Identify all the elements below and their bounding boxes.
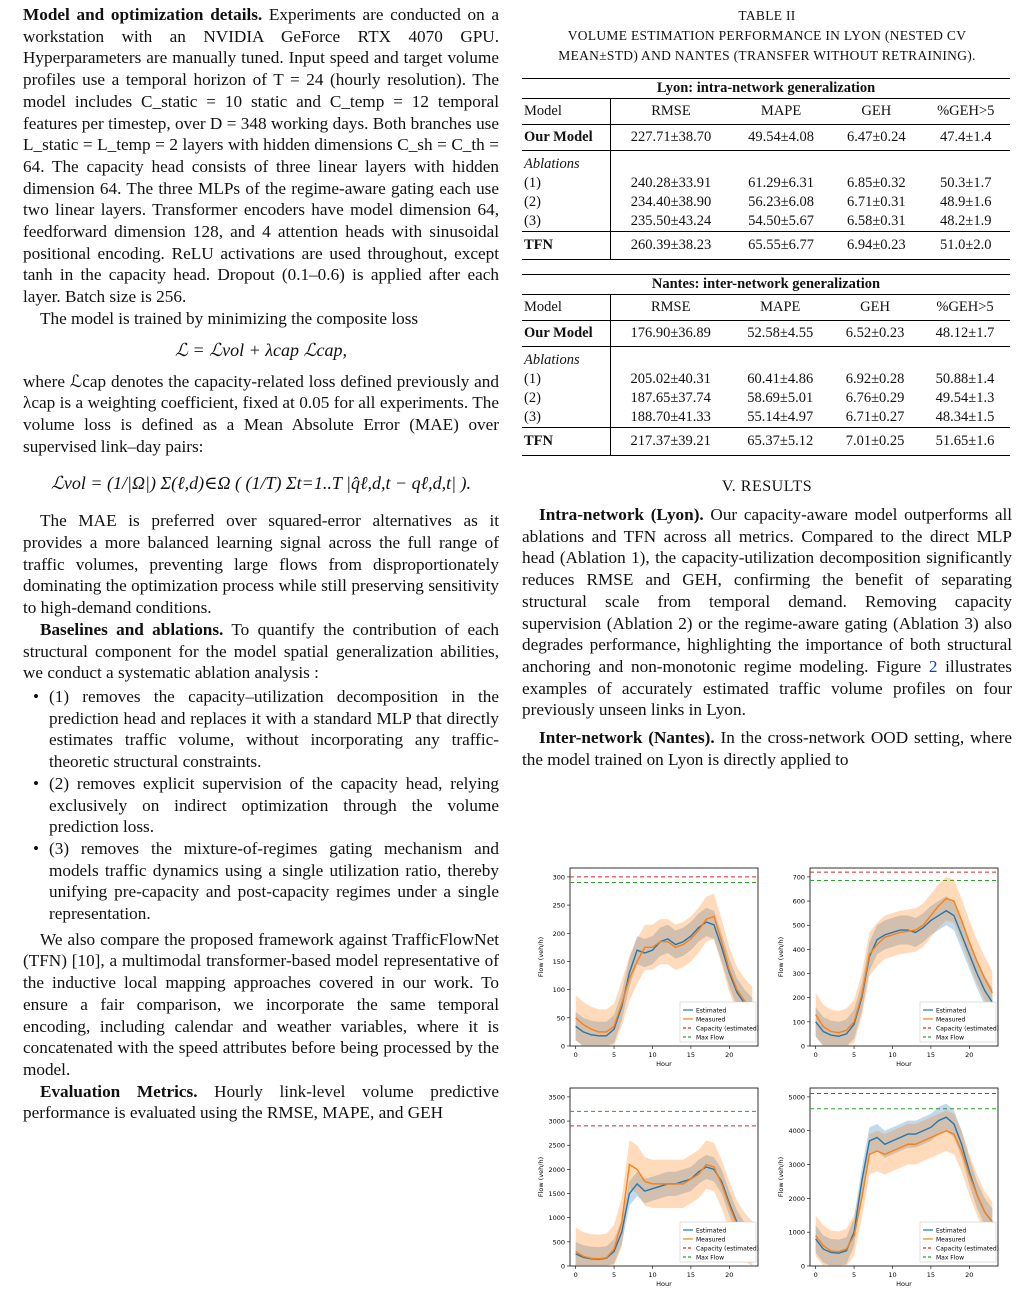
list-item: • (2) removes explicit supervision of the capacity head, relying exclusively on indirect optimization through the volume prediction loss. <box>49 773 499 838</box>
header-cell: %GEH>5 <box>922 99 1010 125</box>
cell: 217.37±39.21 <box>611 428 731 456</box>
paragraph-head: Model and optimization details. <box>23 5 263 24</box>
cell: Our Model <box>522 321 611 347</box>
legend-label: Estimated <box>696 1007 727 1015</box>
y-tick-label: 600 <box>792 897 805 906</box>
figure-ref-link[interactable]: 2 <box>928 656 938 676</box>
cell: 6.71±0.27 <box>845 409 905 425</box>
list-item: • (1) removes the capacity–utilization decomposition in the prediction head and replaces it with a standard MLP that directly estimates traffic volume, without incorporating any traffic-theoretic structural constraints. <box>49 686 499 773</box>
y-axis-label: Flow (veh/h) <box>777 1156 785 1198</box>
cell: (2) <box>524 194 541 210</box>
header-cell: %GEH>5 <box>920 295 1010 321</box>
cell: 52.58±4.55 <box>730 321 830 347</box>
y-tick-label: 1500 <box>548 1190 565 1199</box>
x-tick-label: 0 <box>813 1271 818 1279</box>
cell: (2) <box>524 390 541 406</box>
cell: 60.41±4.86 <box>747 371 814 387</box>
legend-label: Max Flow <box>936 1254 965 1262</box>
y-tick-label: 100 <box>792 1018 805 1027</box>
y-tick-label: 700 <box>792 873 805 882</box>
paragraph-text: illustrates examples of accurately estimated traffic volume profiles on four previously unseen links in Lyon. <box>522 656 1012 720</box>
x-tick-label: 0 <box>573 1051 578 1059</box>
x-tick-label: 15 <box>686 1051 696 1059</box>
cell: 50.3±1.7 <box>940 175 992 191</box>
y-tick-label: 1000 <box>788 1228 805 1237</box>
cell: 240.28±33.91 <box>611 174 731 193</box>
block-title: Nantes: inter-network generalization <box>522 275 1010 295</box>
cell: 58.69±5.01 <box>747 390 814 406</box>
y-tick-label: 2000 <box>788 1194 805 1203</box>
table-row <box>522 174 1010 193</box>
y-tick-label: 3500 <box>548 1093 565 1102</box>
cell: 50.88±1.4 <box>935 371 995 387</box>
cell: 6.76±0.29 <box>845 390 905 406</box>
x-tick-label: 10 <box>648 1051 657 1059</box>
header-cell: Model <box>522 295 611 321</box>
y-tick-label: 300 <box>552 873 565 882</box>
cell: (1) <box>524 175 541 191</box>
cell: 65.37±5.12 <box>730 428 830 456</box>
y-tick-label: 400 <box>792 945 805 954</box>
chart-panel <box>537 1088 759 1288</box>
header-cell: MAPE <box>730 295 830 321</box>
chart-panel <box>777 1088 999 1288</box>
x-tick-label: 0 <box>573 1271 578 1279</box>
x-axis-label: Hour <box>896 1060 912 1068</box>
paragraph-text: Hourly link-level volume predictive performance is evaluated using the RMSE, MAPE, and GEH <box>23 1081 500 1123</box>
x-tick-label: 5 <box>851 1271 857 1279</box>
x-tick-label: 15 <box>926 1271 936 1279</box>
y-tick-label: 200 <box>792 994 805 1003</box>
legend-label: Max Flow <box>696 1254 725 1262</box>
cell: 54.50±5.67 <box>748 213 815 229</box>
cell: 47.4±1.4 <box>922 125 1010 151</box>
paragraph-mae: The MAE is preferred over squared-error alternatives as it provides a more balanced learning signal across the full range of traffic volumes, preventing large flows from disproportionately dominating the optimization process while still preserving sensitivity to high-demand conditions. <box>23 511 499 618</box>
cell: 7.01±0.25 <box>830 428 920 456</box>
y-tick-label: 300 <box>792 970 805 979</box>
y-tick-label: 3000 <box>788 1161 805 1170</box>
table-row <box>522 193 1010 212</box>
list-item: • (3) removes the mixture-of-regimes gating mechanism and models traffic dynamics using a single utilization ratio, thereby unifying pre-capacity and post-capacity regimes under a single representation. <box>49 838 499 925</box>
y-tick-label: 5000 <box>788 1093 805 1102</box>
cell: 260.39±38.23 <box>611 232 731 260</box>
x-tick-label: 15 <box>926 1051 936 1059</box>
table-row <box>522 232 1010 260</box>
cell: 51.65±1.6 <box>920 428 1010 456</box>
paragraph-model-details <box>23 4 499 308</box>
y-tick-label: 250 <box>552 901 565 910</box>
cell: 6.52±0.23 <box>830 321 920 347</box>
legend-label: Estimated <box>936 1007 967 1015</box>
paragraph-text: Experiments are conducted on a workstation with an NVIDIA GeForce RTX 4070 GPU. Hyperparameters are manually tuned. Input speed and target volume profiles use a temporal horizon of T = 24 (hourly resolution). The model includes C_static = 10 static and C_temp = 12 temporal features per timestep, over D = 348 working days. Both branches use L_static = L_temp = 2 layers with hidden dimensions C_sh = C_th = 64. The capacity head consists of three linear layers with hidden dimension 64. The three MLPs of the regime-aware gating each use two linear layers. Transformer encoders have model dimension 64, feedforward dimension 128, and 4 attention heads with sinusoidal positional encoding. ReLU activations are used throughout, except tanh in the capacity head. Dropout (0.1–0.6) is applied after each layer. Batch size is 256. <box>23 5 499 307</box>
header-cell: RMSE <box>611 99 731 125</box>
cell: 55.14±4.97 <box>747 409 814 425</box>
legend-label: Capacity (estimated) <box>696 1025 760 1033</box>
header-cell: RMSE <box>611 295 731 321</box>
legend-label: Measured <box>936 1016 966 1024</box>
x-tick-label: 0 <box>813 1051 818 1059</box>
cell: 6.92±0.28 <box>845 371 905 387</box>
results-table-nantes <box>522 274 1010 456</box>
block-title: Lyon: intra-network generalization <box>522 79 1010 99</box>
table-row <box>522 347 1010 371</box>
table-row <box>522 370 1010 389</box>
chart-panel <box>777 868 999 1068</box>
y-tick-label: 0 <box>560 1262 565 1271</box>
cell: 49.54±4.08 <box>731 125 831 151</box>
equation-composite-loss: ℒ = ℒvol + λcap ℒcap, <box>175 339 347 360</box>
table-label: TABLE II <box>738 8 796 23</box>
cell: TFN <box>522 428 611 456</box>
x-axis-label: Hour <box>656 1280 672 1288</box>
x-tick-label: 10 <box>888 1271 897 1279</box>
paragraph-inter-network <box>522 727 1012 770</box>
cell: 51.0±2.0 <box>922 232 1010 260</box>
cell: 176.90±36.89 <box>611 321 731 347</box>
cell: TFN <box>522 232 611 260</box>
table-row <box>522 389 1010 408</box>
y-tick-label: 500 <box>552 1238 565 1247</box>
y-axis-label: Flow (veh/h) <box>537 1156 545 1198</box>
y-tick-label: 50 <box>556 1014 565 1023</box>
y-tick-label: 0 <box>800 1262 805 1271</box>
x-tick-label: 15 <box>686 1271 696 1279</box>
chart-panel <box>537 868 759 1068</box>
x-axis-label: Hour <box>656 1060 672 1068</box>
y-tick-label: 1000 <box>548 1214 565 1223</box>
cell: 188.70±41.33 <box>611 408 731 428</box>
paragraph-head: Intra-network (Lyon). <box>539 505 704 524</box>
cell: 48.9±1.6 <box>940 194 992 210</box>
cell: (1) <box>524 371 541 387</box>
x-axis-label: Hour <box>896 1280 912 1288</box>
cell: 6.85±0.32 <box>846 175 906 191</box>
header-cell: Model <box>522 99 611 125</box>
paragraph-intra-network <box>522 504 1012 721</box>
legend-label: Measured <box>696 1016 726 1024</box>
x-tick-label: 5 <box>611 1271 617 1279</box>
ablations-label: Ablations <box>524 156 580 172</box>
y-axis-label: Flow (veh/h) <box>537 936 545 978</box>
y-tick-label: 4000 <box>788 1127 805 1136</box>
paragraph-baselines <box>23 619 499 684</box>
paragraph-text: Our capacity-aware model outperforms all ablations and TFN across all metrics. Compared to the direct MLP head (Ablation 1), the capacity-utilization decomposition significantly reduces RMSE and GEH, confirming the benefit of separating structural scale from temporal demand. Removing capacity supervision (Ablation 2) or the regime-aware gating (Ablation 3) also degrades performance, highlighting the importance of both structural anchoring and non-monotonic regime modeling. Figure <box>522 505 1013 676</box>
legend-label: Max Flow <box>936 1034 965 1042</box>
y-tick-label: 2000 <box>548 1165 565 1174</box>
table-caption: VOLUME ESTIMATION PERFORMANCE IN LYON (NESTED CV MEAN±STD) AND NANTES (TRANSFER WITHOUT RETRAINING). <box>558 28 976 63</box>
table-row <box>522 125 1010 151</box>
x-tick-label: 20 <box>725 1051 734 1059</box>
cell: 48.12±1.7 <box>920 321 1010 347</box>
cell: 235.50±43.24 <box>611 212 731 232</box>
table-row <box>522 408 1010 428</box>
legend-label: Measured <box>696 1236 726 1244</box>
y-tick-label: 500 <box>792 921 805 930</box>
paragraph-loss-definition: where ℒcap denotes the capacity-related loss defined previously and λcap is a weighting coefficient, fixed at 0.05 for all experiments. The volume loss is defined as a Mean Absolute Error (MAE) over supervised link–day pairs: <box>23 371 499 456</box>
y-tick-label: 0 <box>560 1042 565 1051</box>
table-header-row <box>522 295 1010 321</box>
x-tick-label: 20 <box>965 1051 974 1059</box>
header-cell: MAPE <box>731 99 831 125</box>
x-tick-label: 10 <box>888 1051 897 1059</box>
cell: 6.94±0.23 <box>831 232 921 260</box>
section-title-results: V. RESULTS <box>721 478 813 495</box>
paragraph-head: Inter-network (Nantes). <box>539 728 715 748</box>
cell: 6.71±0.31 <box>846 194 906 210</box>
y-tick-label: 100 <box>552 986 565 995</box>
x-tick-label: 10 <box>648 1271 657 1279</box>
right-column <box>522 6 1012 770</box>
cell: 56.23±6.08 <box>748 194 815 210</box>
y-tick-label: 0 <box>800 1042 805 1051</box>
paragraph-text: To quantify the contribution of each structural component for the model spatial generalization abilities, we conduct a systematic ablation analysis : <box>23 619 500 683</box>
y-tick-label: 200 <box>552 929 565 938</box>
x-tick-label: 20 <box>725 1271 734 1279</box>
y-tick-label: 150 <box>552 957 565 966</box>
cell: Our Model <box>522 125 611 151</box>
legend-label: Capacity (estimated) <box>696 1245 760 1253</box>
paragraph-metrics <box>23 1081 499 1124</box>
table-row <box>522 321 1010 347</box>
cell: 6.58±0.31 <box>846 213 906 229</box>
results-table-lyon <box>522 78 1010 260</box>
x-tick-label: 20 <box>965 1271 974 1279</box>
legend-label: Measured <box>936 1236 966 1244</box>
legend-label: Capacity (estimated) <box>936 1245 1000 1253</box>
left-column <box>23 4 499 1124</box>
table-header-row <box>522 99 1010 125</box>
cell: 187.65±37.74 <box>611 389 731 408</box>
figure-flow-profiles <box>528 860 1008 1300</box>
table-row <box>522 212 1010 232</box>
legend-label: Max Flow <box>696 1034 725 1042</box>
cell: 234.40±38.90 <box>611 193 731 212</box>
y-tick-label: 3000 <box>548 1117 565 1126</box>
paragraph-head: Baselines and ablations. <box>40 619 224 639</box>
cell: (3) <box>524 409 541 425</box>
paragraph-text: In the cross-network OOD setting, where the model trained on Lyon is directly applied to <box>522 728 1012 769</box>
paragraph-loss-intro: The model is trained by minimizing the composite loss <box>40 308 419 328</box>
equation-volume-loss: ℒvol = (1/|Ω|) Σ(ℓ,d)∈Ω ( (1/T) Σt=1..T |q̂ℓ,d,t − qℓ,d,t| ). <box>50 473 472 494</box>
ablations-label: Ablations <box>524 352 580 368</box>
x-tick-label: 5 <box>611 1051 617 1059</box>
y-tick-label: 2500 <box>548 1141 565 1150</box>
legend-label: Estimated <box>936 1227 967 1235</box>
x-tick-label: 5 <box>851 1051 857 1059</box>
header-cell: GEH <box>830 295 920 321</box>
table-row <box>522 151 1010 175</box>
cell: 6.47±0.24 <box>831 125 921 151</box>
cell: (3) <box>524 213 541 229</box>
ablation-list <box>23 686 499 925</box>
paragraph-head: Evaluation Metrics. <box>40 1081 198 1101</box>
legend-label: Estimated <box>696 1227 727 1235</box>
cell: 48.34±1.5 <box>935 409 995 425</box>
cell: 61.29±6.31 <box>748 175 815 191</box>
legend-label: Capacity (estimated) <box>936 1025 1000 1033</box>
y-axis-label: Flow (veh/h) <box>777 936 785 978</box>
cell: 65.55±6.77 <box>731 232 831 260</box>
header-cell: GEH <box>831 99 921 125</box>
cell: 48.2±1.9 <box>940 213 992 229</box>
cell: 205.02±40.31 <box>611 370 731 389</box>
paragraph-tfn: We also compare the proposed framework against TrafficFlowNet (TFN) [10], a multimodal transformer-based model representative of the inductive local mapping approaches covered in our work. To ensure a fair comparison, we incorporate the same temporal encoding, including calendar and weather variables, where it is concatenated with the speed attributes before being processed by the model. <box>23 929 499 1079</box>
cell: 49.54±1.3 <box>935 390 995 406</box>
table-row <box>522 428 1010 456</box>
cell: 227.71±38.70 <box>611 125 731 151</box>
